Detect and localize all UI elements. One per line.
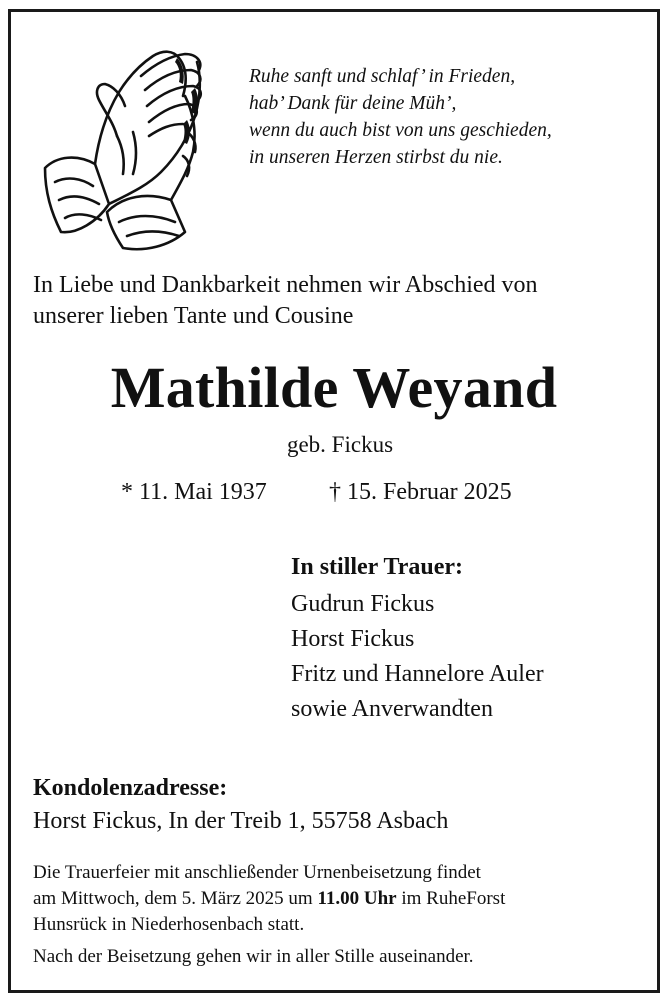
mourner-name: Horst Fickus [291,626,415,652]
condolence-heading: Kondolenzadresse: [33,775,228,801]
condolence-address: Horst Fickus, In der Treib 1, 55758 Asbach [33,808,449,834]
maiden-name: geb. Fickus [286,432,394,457]
poem-line: hab’ Dank für deine Müh’, [249,93,457,114]
service-line: Hunsrück in Niederhosenbach statt. [33,914,305,935]
mourner-name: sowie Anverwandten [291,696,493,722]
condolence-block [33,772,643,838]
service-text: im RuheForst [396,888,506,909]
death-date: † 15. Februar 2025 [329,479,512,505]
obituary-notice [8,9,660,993]
deceased-name: Mathilde Weyand [110,355,558,420]
poem-line: wenn du auch bist von uns geschieden, [249,120,552,141]
service-notice [33,860,648,970]
poem-line: Ruhe sanft und schlaf’ in Frieden, [249,66,516,87]
poem-verse [249,63,649,171]
birth-date: * 11. Mai 1937 [121,479,267,505]
intro-line: unserer lieben Tante und Cousine [33,303,354,329]
intro-text [33,270,643,332]
service-line [33,886,648,912]
praying-hands-icon [37,36,213,256]
service-text: am Mittwoch, dem 5. März 2025 um [33,888,318,909]
mourner-name: Fritz und Hannelore Auler [291,661,544,687]
service-line: Die Trauerfeier mit anschließender Urnenbeisetzung findet [33,862,481,883]
mourners-heading: In stiller Trauer: [291,554,463,580]
intro-line: In Liebe und Dankbarkeit nehmen wir Abschied von [33,272,538,298]
mourners-block [291,550,641,727]
mourner-name: Gudrun Fickus [291,591,435,617]
service-line: Nach der Beisetzung gehen wir in aller Stille auseinander. [33,946,474,967]
poem-line: in unseren Herzen stirbst du nie. [249,147,503,168]
service-time: 11.00 Uhr [317,888,397,909]
